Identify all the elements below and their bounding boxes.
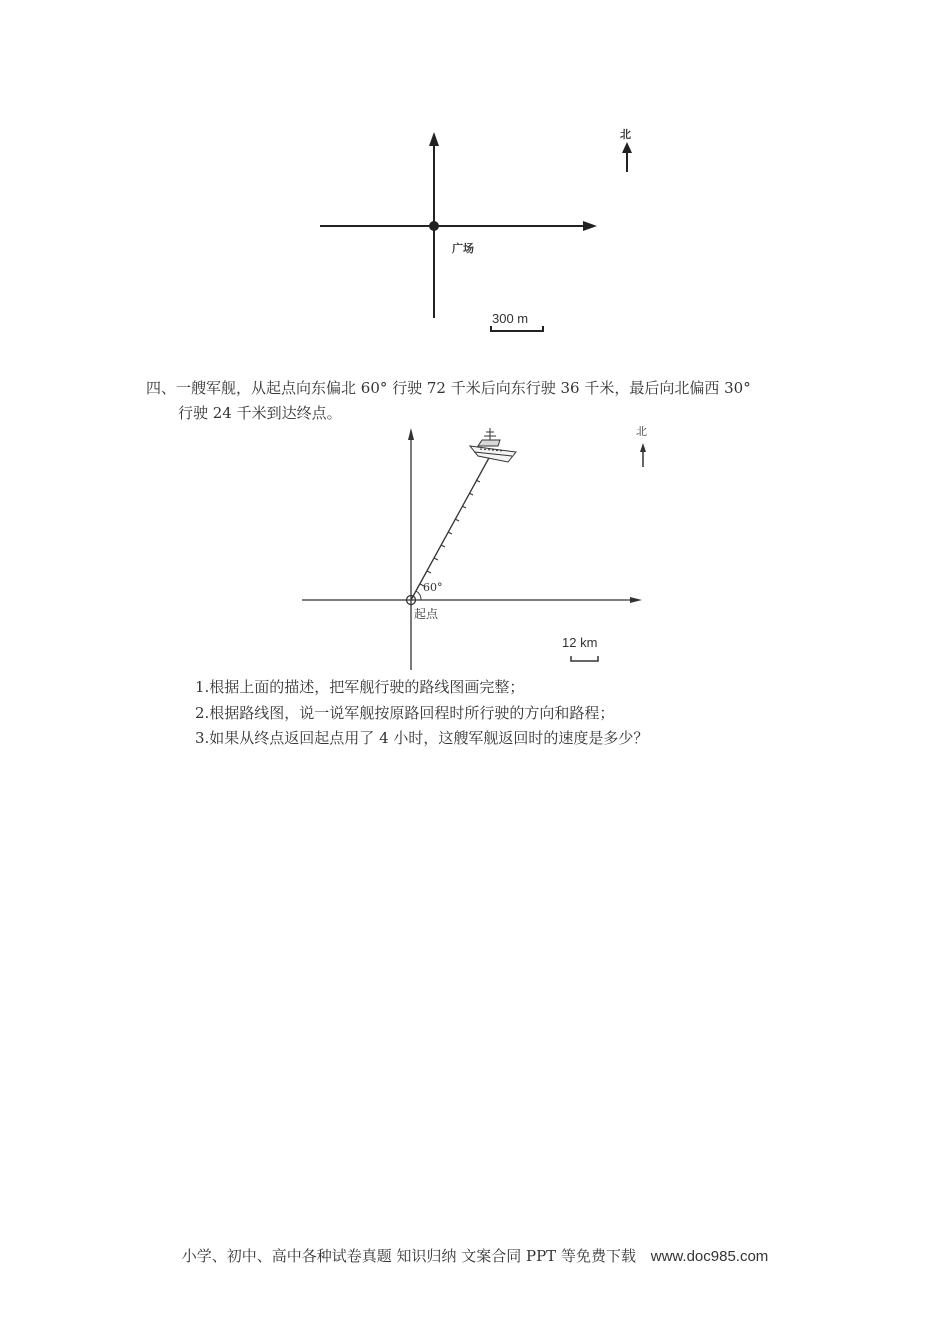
square-label: 广场 [452,242,474,255]
north-label: 北 [620,128,631,141]
angle-label: 60° [423,581,443,594]
sub-question-3: 3.如果从终点返回起点用了 4 小时，这艘军舰返回时的速度是多少？ [195,729,649,747]
north-arrow-head [640,443,646,452]
question-4-line-2: 行驶 24 千米到达终点。 [178,404,342,422]
origin-label: 起点 [414,607,439,621]
vertical-axis-arrowhead [408,428,414,440]
angle-arc [416,591,421,600]
question-4-line-1: 四、一艘军舰，从起点向东偏北 60° 行驶 72 千米后向东行驶 36 千米，最后向北偏西 30° [146,379,751,397]
horizontal-axis-arrowhead [630,597,642,603]
footer-text: 小学、初中、高中各种试卷真题 知识归纳 文案合同 PPT 等免费下载 [181,1247,636,1265]
scale-label: 12 km [562,635,598,650]
scale-label: 300 m [492,311,529,326]
footer [0,1245,950,1266]
footer-url[interactable]: www.doc985.com [650,1248,769,1265]
scale-bar [571,656,598,661]
sub-question-1: 1.根据上面的描述，把军舰行驶的路线图画完整； [195,678,525,696]
warship-image [470,428,516,462]
route-line [411,456,490,600]
route-tick-marks [420,480,480,586]
sub-question-2: 2.根据路线图，说一说军舰按原路回程时所行驶的方向和路程； [195,704,615,722]
north-label: 北 [636,425,647,438]
